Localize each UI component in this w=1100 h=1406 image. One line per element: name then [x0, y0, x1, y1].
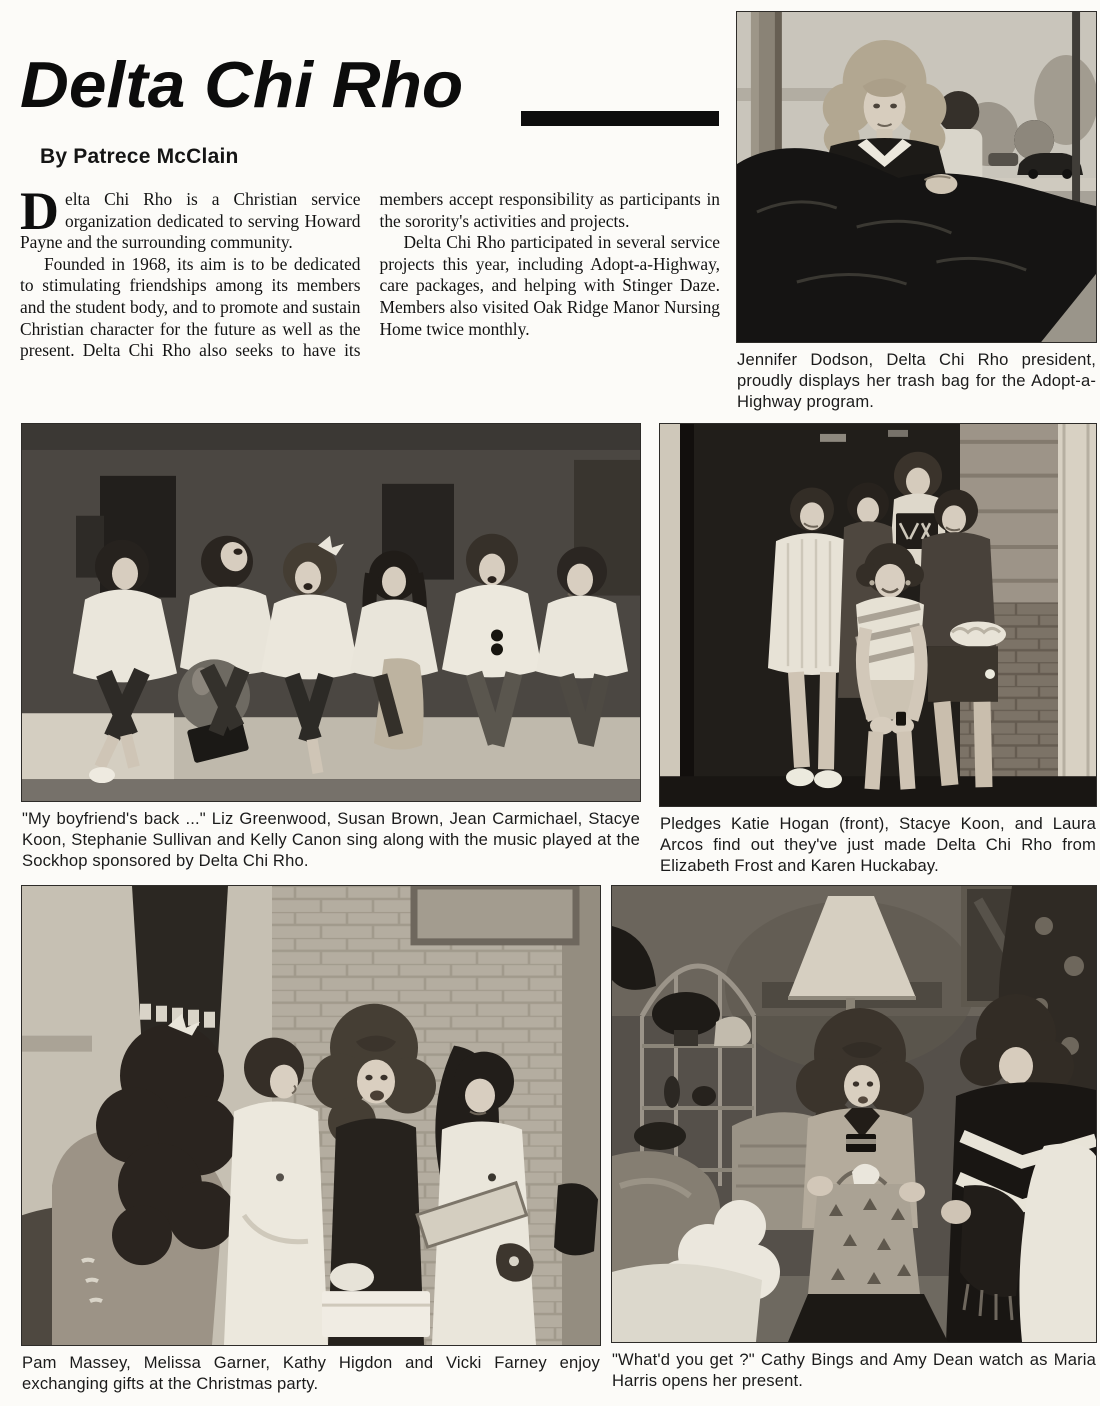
article-paragraph-3: Delta Chi Rho participated in several service projects this year, including Adopt-a-Highway, care packages, and helping with Stinger Daze. Members also visited Oak Ridge Manor Nursing Home twice monthly.: [379, 232, 720, 339]
article-paragraph-2: Founded in 1968, its aim is to be dedicated to stimulating friendships among its members and the student body, and to promote and sustain Christian character for the future as well as the present. Delta Chi Rho also seeks to have its members accept responsibility as participants in the sorority's activities and projects.: [20, 189, 720, 361]
caption-presents: "What'd you get ?" Cathy Bings and Amy Dean watch as Maria Harris opens her present.: [612, 1350, 1096, 1390]
photo-pledges: [660, 424, 1096, 806]
sockhop-photo-illustration: [22, 424, 640, 801]
photo-president: [737, 12, 1096, 342]
photo-figure-presents: [612, 886, 1096, 1391]
drop-cap: D: [20, 181, 59, 241]
photo-christmas: [22, 886, 600, 1345]
article-body: [20, 181, 720, 393]
photo-figure-president: [737, 12, 1096, 412]
pledges-photo-illustration: [660, 424, 1096, 806]
christmas-photo-illustration: [22, 886, 600, 1345]
caption-christmas: Pam Massey, Melissa Garner, Kathy Higdon and Vicki Farney enjoy exchanging gifts at the Christmas party.: [22, 1353, 600, 1393]
paragraph-1-text: elta Chi Rho is a Christian service organization dedicated to serving Howard Payne and the surrounding community.: [20, 189, 361, 253]
page-title: Delta Chi Rho: [20, 48, 464, 121]
photo-presents: [612, 886, 1096, 1342]
photo-figure-sockhop: [22, 424, 640, 871]
presents-photo-illustration: [612, 886, 1096, 1342]
article-paragraph-1: [20, 181, 361, 254]
byline: By Patrece McClain: [40, 145, 239, 168]
president-photo-illustration: [737, 12, 1096, 342]
photo-figure-pledges: [660, 424, 1096, 876]
caption-pledges: Pledges Katie Hogan (front), Stacye Koon, and Laura Arcos find out they've just made Delta Chi Rho from Elizabeth Frost and Karen Huckabay.: [660, 814, 1096, 875]
title-rule: [521, 111, 719, 126]
caption-sockhop: "My boyfriend's back ..." Liz Greenwood, Susan Brown, Jean Carmichael, Stacye Koon, Stephanie Sullivan and Kelly Canon sing along with the music played at the Sockhop sponsored by Delta Chi Rho.: [22, 809, 640, 870]
photo-figure-christmas: [22, 886, 600, 1394]
caption-president: Jennifer Dodson, Delta Chi Rho president, proudly displays her trash bag for the Adopt-a-Highway program.: [737, 350, 1096, 411]
photo-sockhop: [22, 424, 640, 801]
